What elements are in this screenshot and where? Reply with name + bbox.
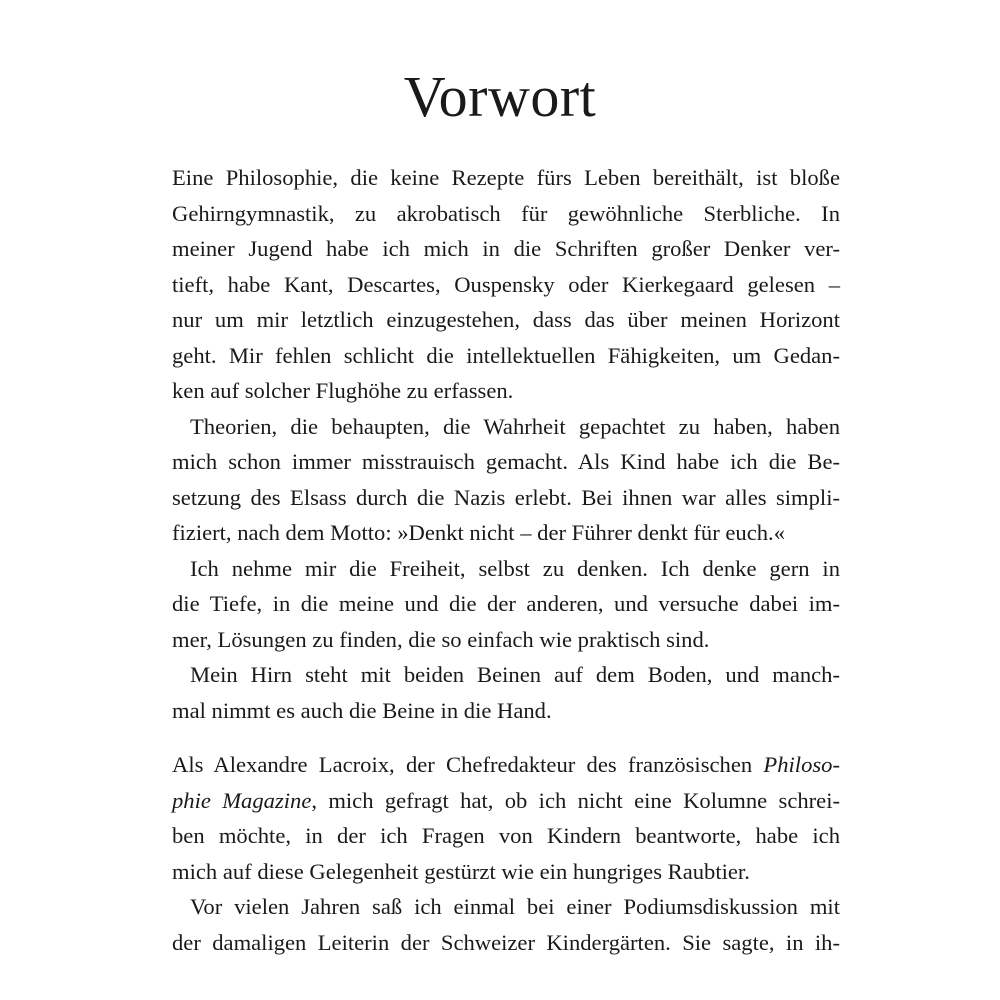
text-line: mich schon immer misstrauisch gemacht. Als Kind habe ich die Be- [172, 449, 840, 474]
text-line: der damaligen Leiterin der Schweizer Kindergärten. Sie sagte, in ih- [172, 929, 840, 955]
page-title: Vorwort [403, 64, 597, 129]
text-fragment: , mich gefragt hat, ob ich nicht eine Kolumne schrei- [311, 787, 840, 813]
paragraph-5 [172, 747, 840, 889]
section-two [172, 747, 840, 960]
text-line: mich auf diese Gelegenheit gestürzt wie ein hungriges Raubtier. [172, 858, 750, 884]
text-fragment: Als Alexandre Lacroix, der Chefredakteur des französischen [172, 752, 764, 777]
text-line: geht. Mir fehlen schlicht die intellektuellen Fähigkeiten, um Gedan- [172, 342, 840, 368]
text-line: Theorien, die behaupten, die Wahrheit gepachtet zu haben, haben [190, 413, 840, 439]
text-line: fiziert, nach dem Motto: »Denkt nicht – der Führer denkt für euch.« [172, 520, 785, 545]
paragraph-2 [172, 409, 840, 551]
text-line: mer, Lösungen zu finden, die so einfach wie praktisch sind. [172, 626, 710, 652]
text-line: ben möchte, in der ich Fragen von Kindern beantworte, habe ich [172, 823, 840, 848]
text-line: ken auf solcher Flughöhe zu erfassen. [172, 378, 514, 403]
text-line: meiner Jugend habe ich mich in die Schriften großer Denker ver- [172, 236, 840, 261]
paragraph-6 [172, 889, 840, 960]
magazine-title-part: phie Magazine [172, 787, 312, 813]
text-line: Eine Philosophie, die keine Rezepte fürs Leben bereithält, ist bloße [172, 165, 840, 190]
text-line [172, 747, 840, 783]
text-line: setzung des Elsass durch die Nazis erlebt. Bei ihnen war alles simpli- [172, 484, 840, 510]
text-line: Gehirngymnastik, zu akrobatisch für gewöhnliche Sterbliche. In [172, 200, 840, 226]
text-line: Ich nehme mir die Freiheit, selbst zu denken. Ich denke gern in [190, 555, 840, 581]
paragraph-1 [172, 160, 840, 409]
paragraph-3 [172, 551, 840, 658]
text-line: mal nimmt es auch die Beine in die Hand. [172, 697, 552, 723]
text-line: tieft, habe Kant, Descartes, Ouspensky oder Kierkegaard gelesen – [172, 271, 840, 297]
text-line: nur um mir letztlich einzugestehen, dass das über meinen Horizont [172, 307, 840, 332]
text-line: Mein Hirn steht mit beiden Beinen auf dem Boden, und manch- [190, 662, 840, 687]
paragraph-4 [172, 657, 840, 728]
section-one [172, 160, 840, 728]
magazine-title-part: Philoso- [763, 752, 840, 777]
text-line: die Tiefe, in die meine und die der anderen, und versuche dabei im- [172, 591, 840, 616]
text-line: Vor vielen Jahren saß ich einmal bei einer Podiumsdiskussion mit [190, 894, 840, 919]
text-line [172, 783, 840, 819]
